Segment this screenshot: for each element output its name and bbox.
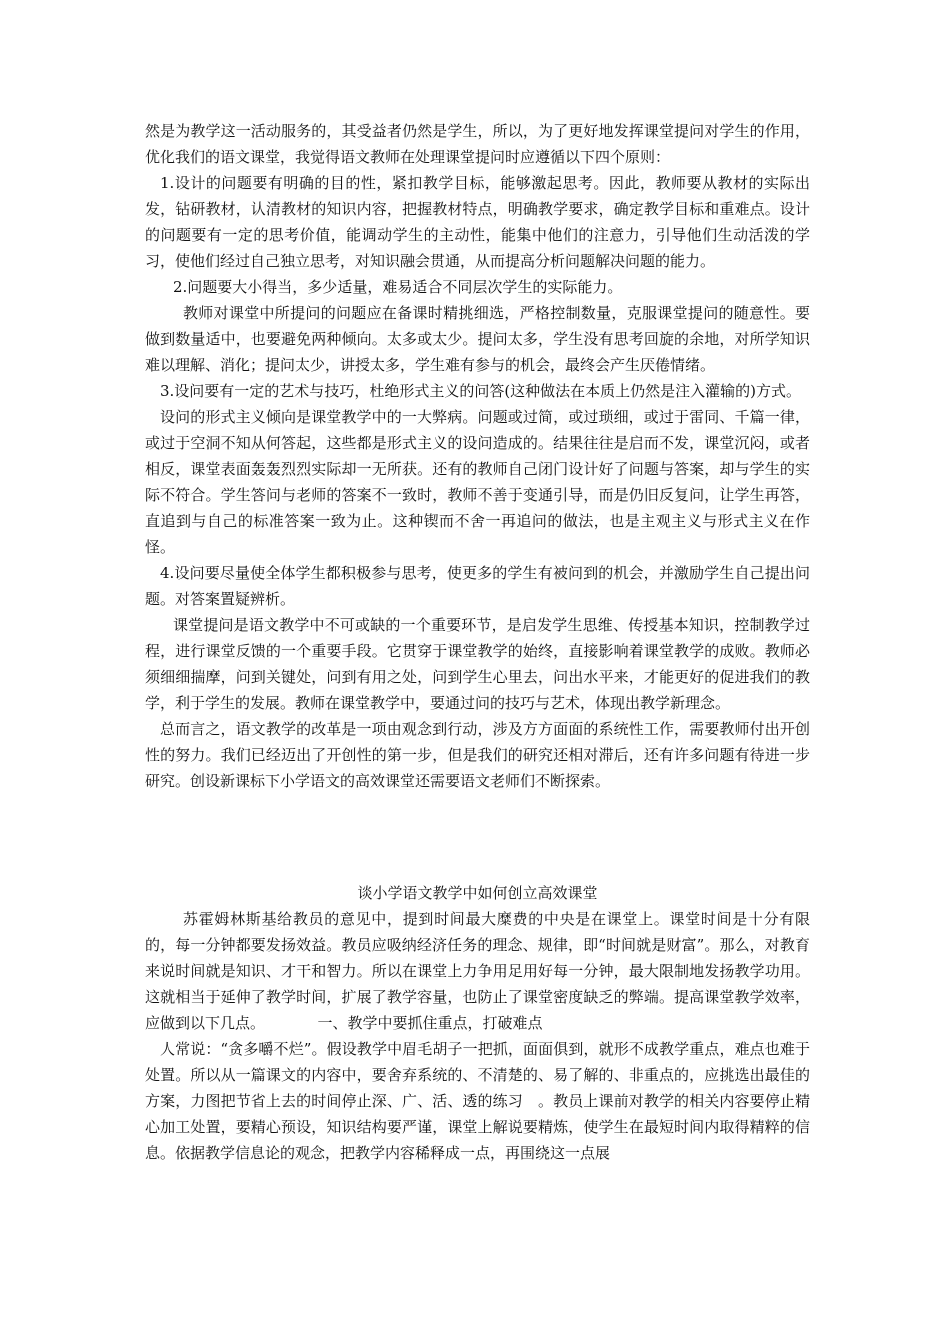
paragraph-principle-3: 3.设问要有一定的艺术与技巧，杜绝形式主义的问答(这种做法在本质上仍然是注入灌输的)方式。 xyxy=(160,382,802,400)
paragraph-principle-2-body: 教师对课堂中所提问的问题应在备课时精挑细选，严格控制数量，克服课堂提问的随意性。要做到数量适中，也要避免两种倾向。太多或太少。提问太多，学生没有思考回旋的余地，对所学知识难以理解、消化；提问太少，讲授太多，学生难有参与的机会，最终会产生厌倦情绪。 xyxy=(145,304,810,374)
paragraph-principle-2: 2.问题要大小得当，多少适量，难易适合不同层次学生的实际能力。 xyxy=(173,278,623,296)
paragraph-article-intro: 苏霍姆林斯基给教员的意见中，提到时间最大糜费的中央是在课堂上。课堂时间是十分有限的，每一分钟都要发扬效益。教员应吸纳经济任务的理念、规律，即“时间就是财富”。那么，对教育来说时间就是知识、才干和智力。所以在课堂上力争用足用好每一分钟，最大限制地发扬教学功用。这就相当于延伸了教学时间，扩展了教学容量，也防止了课堂密度缺乏的弊端。提高课堂教学效率，应做到以下几点。 一、教学中要抓住重点，打破难点 xyxy=(145,910,810,1032)
paragraph-conclusion: 总而言之，语文教学的改革是一项由观念到行动，涉及方方面面的系统性工作，需要教师付出开创性的努力。我们已经迈出了开创性的第一步，但是我们的研究还相对滞后，还有许多问题有待进一步研究。创设新课标下小学语文的高效课堂还需要语文老师们不断探索。 xyxy=(145,720,810,790)
paragraph-principle-4: 4.设问要尽量使全体学生都积极参与思考，使更多的学生有被问到的机会，并激励学生自己提出问题。对答案置疑辨析。 xyxy=(145,564,810,608)
paragraph-intro: 然是为教学这一活动服务的，其受益者仍然是学生，所以，为了更好地发挥课堂提问对学生的作用，优化我们的语文课堂，我觉得语文教师在处理课堂提问时应遵循以下四个原则： xyxy=(145,122,810,166)
document-page xyxy=(145,118,810,1166)
paragraph-principle-3-body: 设问的形式主义倾向是课堂教学中的一大弊病。问题或过简，或过琐细，或过于雷同、千篇一律，或过于空洞不知从何答起，这些都是形式主义的设问造成的。结果往往是启而不发，课堂沉闷，或者相反，课堂表面轰轰烈烈实际却一无所获。还有的教师自己闭门设计好了问题与答案，却与学生的实际不符合。学生答问与老师的答案不一致时，教师不善于变通引导，而是仍旧反复问，让学生再答，直追到与自己的标准答案一致为止。这种锲而不舍一再追问的做法，也是主观主义与形式主义在作怪。 xyxy=(145,408,810,556)
paragraph-summary: 课堂提问是语文教学中不可或缺的一个重要环节，是启发学生思维、传授基本知识，控制教学过程，进行课堂反馈的一个重要手段。它贯穿于课堂教学的始终，直接影响着课堂教学的成败。教师必须细细揣摩，问到关键处，问到有用之处，问到学生心里去，问出水平来，才能更好的促进我们的教学，利于学生的发展。教师在课堂教学中，要通过问的技巧与艺术，体现出教学新理念。 xyxy=(145,616,810,712)
paragraph-article-body: 人常说：“贪多嚼不烂”。假设教学中眉毛胡子一把抓，面面俱到，就形不成教学重点，难点也难于处置。所以从一篇课文的内容中，要舍弃系统的、不清楚的、易了解的、非重点的，应挑选出最佳的方案，力图把节省上去的时间停止深、广、活、透的练习 。教员上课前对教学的相关内容要停止精心加工处置，要精心预设，知识结构要严谨，课堂上解说要精炼，使学生在最短时间内取得精粹的信息。依据教学信息论的观念，把教学内容稀释成一点，再围绕这一点展 xyxy=(145,1040,810,1162)
section-gap xyxy=(145,794,810,880)
article-title: 谈小学语文教学中如何创立高效课堂 xyxy=(357,884,598,902)
paragraph-principle-1: 1.设计的问题要有明确的目的性，紧扣教学目标，能够激起思考。因此，教师要从教材的实际出发，钻研教材，认清教材的知识内容，把握教材特点，明确教学要求，确定教学目标和重难点。设计的问题要有一定的思考价值，能调动学生的主动性，能集中他们的注意力，引导他们生动活泼的学习，使他们经过自己独立思考，对知识融会贯通，从而提高分析问题解决问题的能力。 xyxy=(145,174,810,270)
